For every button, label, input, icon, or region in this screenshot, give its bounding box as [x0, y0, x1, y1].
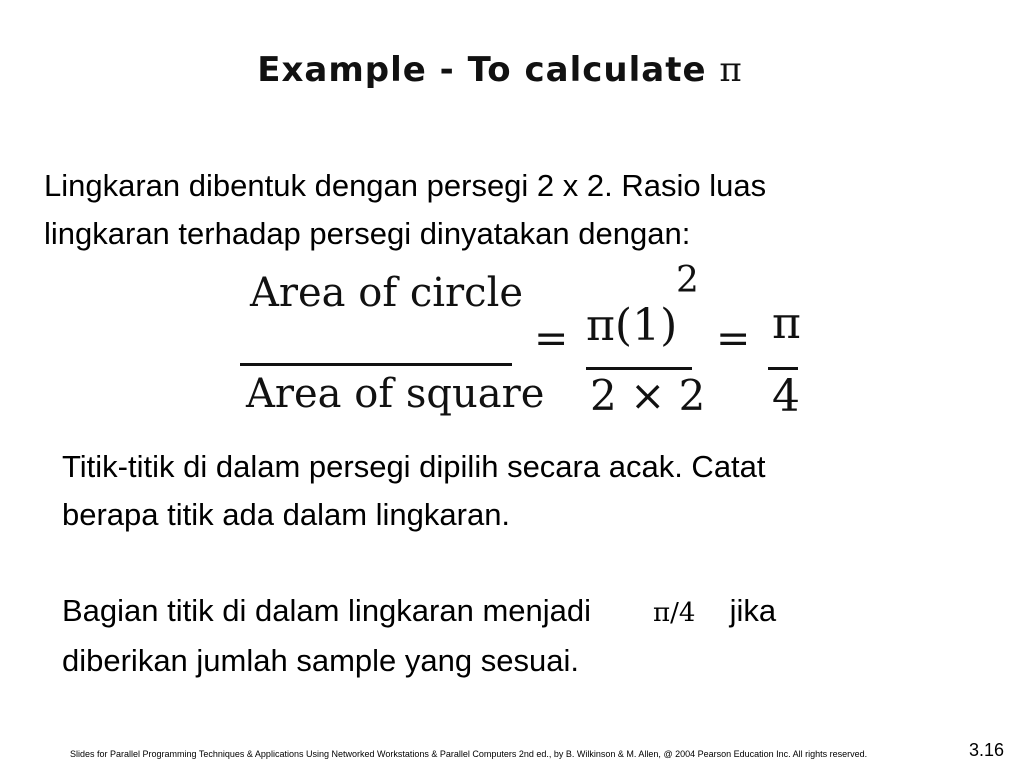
fraction-line-1 [62, 587, 776, 637]
rhs-fraction-bar [768, 367, 798, 370]
fraction-line-2: diberikan jumlah sample yang sesuai. [62, 643, 579, 678]
slide-footer: Slides for Parallel Programming Techniques & Applications Using Networked Workstations & Parallel Computers 2nd ed., by B. Wilkinson & M. Allen, @ 2004 Pearson Education Inc. All rights reserved. [70, 749, 868, 759]
title-pi-symbol: π [719, 50, 743, 90]
random-points-line-2: berapa titik ada dalam lingkaran. [62, 497, 511, 532]
intro-line-1: Lingkaran dibentuk dengan persegi 2 x 2. Rasio luas [44, 168, 767, 203]
intro-paragraph [44, 162, 766, 258]
intro-line-2: lingkaran terhadap persegi dinyatakan dengan: [44, 216, 691, 251]
mid-fraction-bar [586, 367, 692, 370]
random-points-paragraph [62, 443, 766, 539]
mid-exponent: 2 [676, 260, 699, 301]
rhs-denominator: 4 [772, 371, 800, 422]
title-text: Example - To calculate [257, 50, 707, 90]
slide-number: 3.16 [968, 740, 1004, 760]
equals-sign-1: = [534, 314, 569, 362]
area-ratio-formula [236, 260, 816, 428]
rhs-numerator: π [772, 298, 801, 349]
equals-sign-2: = [716, 314, 751, 362]
fraction-line-1-end: jika [729, 593, 777, 628]
lhs-denominator: Area of square [246, 371, 545, 417]
lhs-fraction-bar [240, 363, 512, 366]
mid-numerator: π(1) [586, 300, 678, 351]
lhs-numerator: Area of circle [250, 270, 524, 316]
fraction-line-1-start: Bagian titik di dalam lingkaran menjadi [62, 593, 592, 628]
inline-pi-over-4: π/4 [653, 598, 696, 628]
fraction-paragraph [62, 587, 776, 685]
slide-title [0, 50, 1000, 90]
random-points-line-1: Titik-titik di dalam persegi dipilih secara acak. Catat [62, 449, 766, 484]
mid-denominator: 2 × 2 [590, 371, 706, 420]
